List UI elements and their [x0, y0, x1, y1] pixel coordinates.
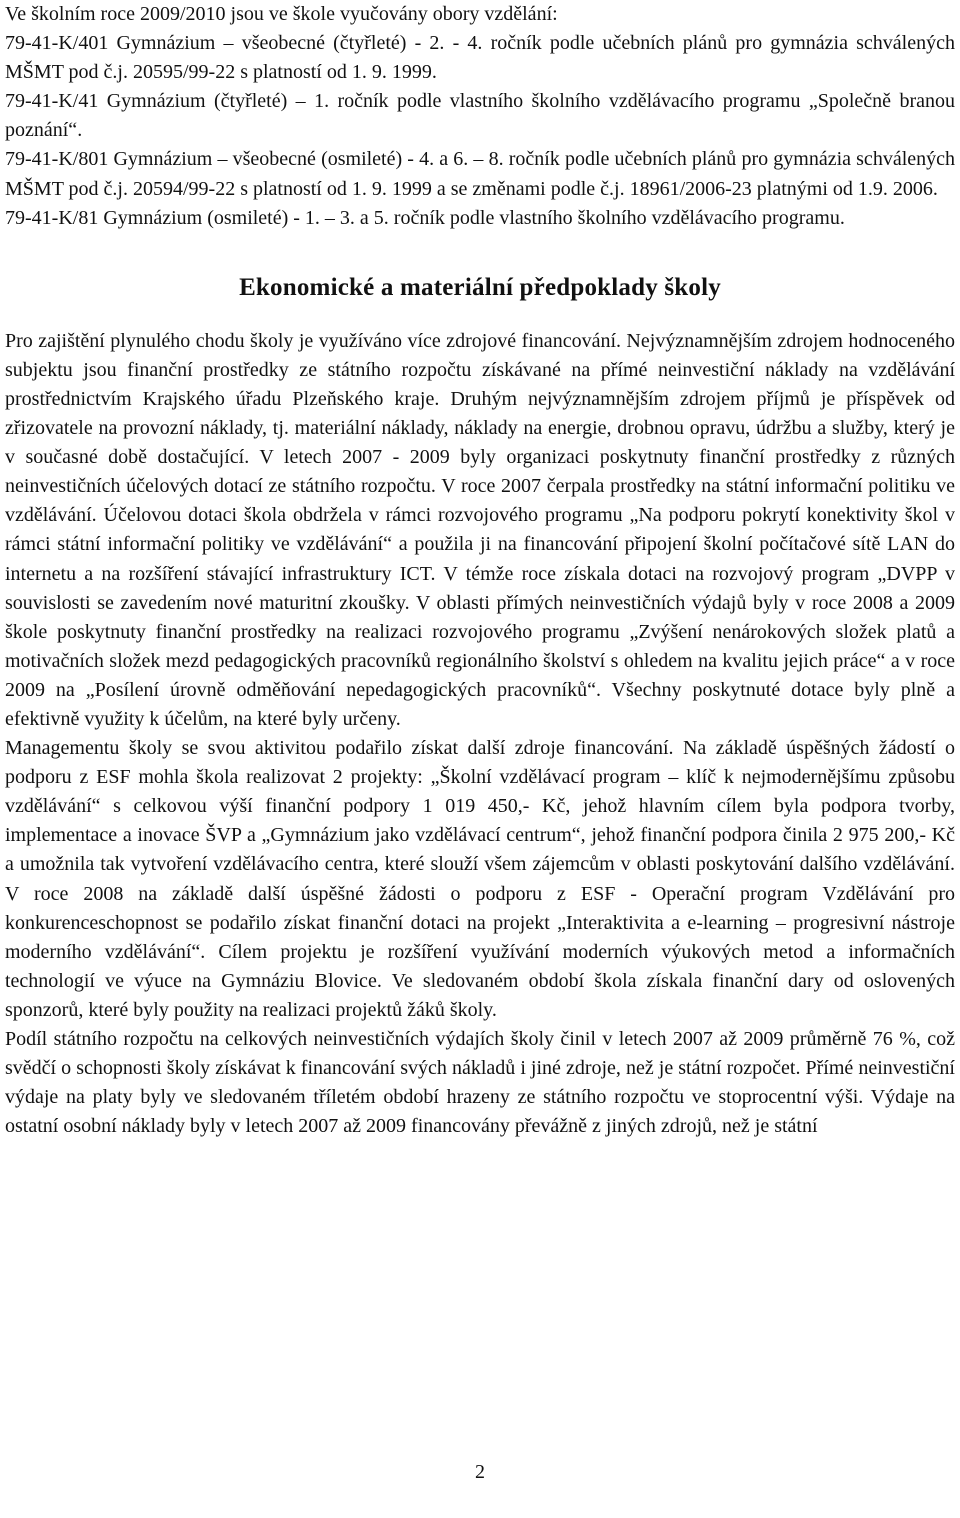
paragraph-funding-sources: Pro zajištění plynulého chodu školy je využíváno více zdrojové financování. Nejvýznamnějším zdrojem hodnoceného subjektu jsou finanční prostředky ze státního rozpočtu získávané na přímé neinvestiční náklady na vzdělávání prostřednictvím Krajského úřadu Plzeňského kraje. Druhým nejvýznamnějším zdrojem příjmů je příspěvek od zřizovatele na provozní náklady, tj. materiální náklady, náklady na energie, drobnou opravu, údržbu a služby, který je v současné době dostačující. V letech 2007 - 2009 byly organizaci poskytnuty finanční prostředky z různých neinvestičních účelových dotací ze státního rozpočtu. V roce 2007 čerpala prostředky na státní informační politiku ve vzdělávání. Účelovou dotaci škola obdržela v rámci rozvojového programu „Na podporu pokrytí konektivity škol v rámci státní informační politiky ve vzdělávání“ a použila ji na financování připojení školní počítačové sítě LAN do internetu a na rozšíření stávající infrastruktury ICT. V témže roce získala dotaci na rozvojový program „DVPP v souvislosti se zavedením nové maturitní zkoušky. V oblasti přímých neinvestičních výdajů byly v roce 2008 a 2009 škole poskytnuty finanční prostředky na realizaci rozvojového programu „Zvýšení nenárokových složek platů a motivačních složek mezd pedagogických pracovníků regionálního školství s ohledem na kvalitu jejich práce“ a v roce 2009 na „Posílení úrovně odměňování nepedagogických pracovníků“. Všechny poskytnuté dotace byly plně a efektivně využity k účelům, na které byly určeny.	[5, 329, 955, 730]
economic-section-body	[5, 327, 955, 1142]
programme-item-41: 79-41-K/41 Gymnázium (čtyřleté) – 1. ročník podle vlastního školního vzdělávacího programu „Společně branou poznání“.	[5, 90, 955, 142]
programme-item-81: 79-41-K/81 Gymnázium (osmileté) - 1. – 3. a 5. ročník podle vlastního školního vzdělávacího programu.	[5, 206, 845, 229]
programme-item-801: 79-41-K/801 Gymnázium – všeobecné (osmileté) - 4. a 6. – 8. ročník podle učebních plánů pro gymnázia schválených MŠMT pod č.j. 20594/99-22 s platností od 1. 9. 1999 a se změnami podle č.j. 18961/2006-23 platnými od 1.9. 2006.	[5, 148, 955, 200]
programme-item-401: 79-41-K/401 Gymnázium – všeobecné (čtyřleté) - 2. - 4. ročník podle učebních plánů pro gymnázia schválených MŠMT pod č.j. 20595/99-22 s platností od 1. 9. 1999.	[5, 32, 955, 84]
programmes-intro-line: Ve školním roce 2009/2010 jsou ve škole vyučovány obory vzdělání:	[5, 3, 558, 25]
paragraph-state-budget-share: Podíl státního rozpočtu na celkových neinvestičních výdajích školy činil v letech 2007 až 2009 průměrně 76 %, což svědčí o schopnosti školy získávat k financování svých nákladů i jiné zdroje, než je státní rozpočet. Přímé neinvestiční výdaje na platy byly ve sledovaném tříletém období hrazeny ze státního rozpočtu ve stoprocentní výši. Výdaje na ostatní osobní náklady byly v letech 2007 až 2009 financovány převážně z jiných zdrojů, než je státní	[5, 1028, 955, 1138]
study-programmes-section	[5, 0, 955, 233]
document-page	[5, 0, 955, 1141]
page-number: 2	[475, 1461, 485, 1483]
section-heading: Ekonomické a materiální předpoklady školy	[239, 273, 721, 301]
paragraph-esf-projects: Managementu školy se svou aktivitou podařilo získat další zdroje financování. Na základě úspěšných žádostí o podporu z ESF mohla škola realizovat 2 projekty: „Školní vzdělávací program – klíč k nejmodernějšímu způsobu vzdělávání“ s celkovou výší finanční podpory 1 019 450,- Kč, jehož hlavním cílem byla podpora tvorby, implementace a inovace ŠVP a „Gymnázium jako vzdělávací centrum“, jehož finanční podpora činila 2 975 200,- Kč a umožnila tak vytvoření vzdělávacího centra, které slouží všem zájemcům v oblasti poskytování dalšího vzdělávání. V roce 2008 na základě další úspěšné žádosti o podporu z ESF - Operační program Vzdělávání pro konkurenceschopnost se podařilo získat finanční dotaci na projekt „Interaktivita a e-learning – progresivní nástroje moderního vzdělávání“. Cílem projektu je rozšíření využívání moderních výukových metod a informačních technologií ve výuce na Gymnáziu Blovice. Ve sledovaném období škola získala finanční dary od oslovených sponzorů, které byly použity na realizaci projektů žáků školy.	[5, 737, 955, 1021]
